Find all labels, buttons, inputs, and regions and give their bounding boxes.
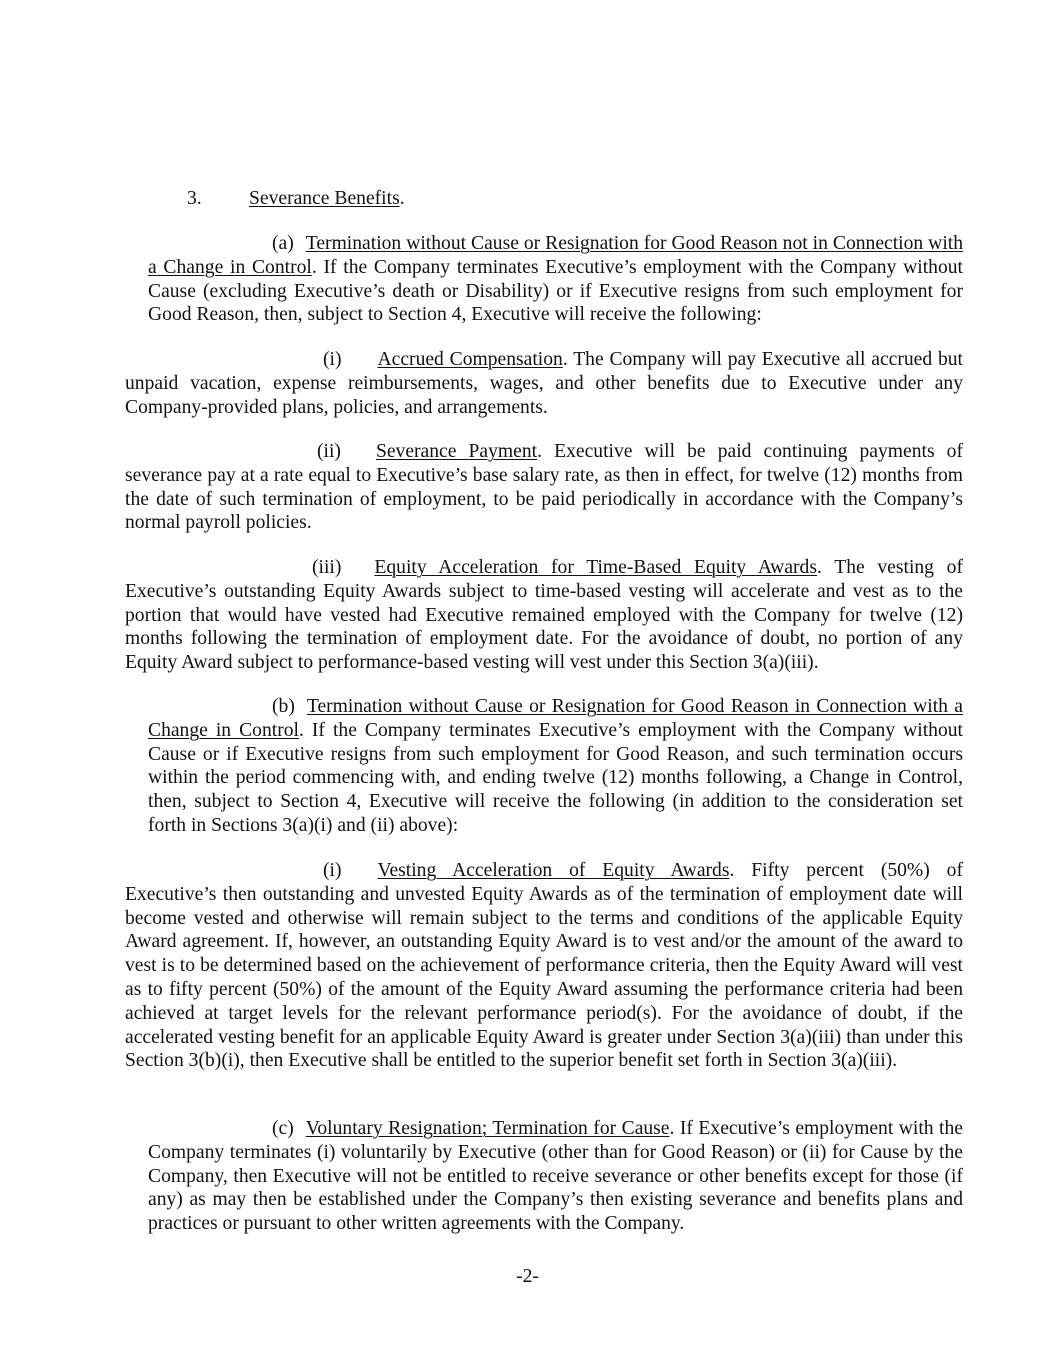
paragraph-3b-heading: Termination without Cause or Resignation for Good Reason in Connection with a Change in Control xyxy=(148,696,963,741)
paragraph-3c xyxy=(148,1117,963,1236)
paragraph-3a-iii xyxy=(125,556,963,675)
section-title: Severance Benefits xyxy=(249,188,400,209)
paragraph-3a-marker: (a) xyxy=(272,233,294,254)
paragraph-3a-i-marker: (i) xyxy=(323,349,342,370)
paragraph-3b-i xyxy=(125,859,963,1073)
paragraph-3b-i-marker: (i) xyxy=(323,860,342,881)
paragraph-3a-ii xyxy=(125,440,963,535)
paragraph-3a-heading: Termination without Cause or Resignation for Good Reason not in Connection with a Change in Control xyxy=(148,233,963,278)
paragraph-3b xyxy=(148,695,963,838)
section-title-period: . xyxy=(399,188,405,209)
paragraph-3a-ii-marker: (ii) xyxy=(317,441,341,462)
page-number: -2- xyxy=(516,1266,539,1287)
paragraph-3c-heading: Voluntary Resignation; Termination for Cause xyxy=(305,1118,670,1139)
paragraph-3b-i-body: . Fifty percent (50%) of Executive’s then outstanding and unvested Equity Awards as of the termination of employment date will become vested and otherwise will remain subject to the terms and conditions of the applicable Equity Award agreement. If, however, an outstanding Equity Award is to vest and/or the amount of the award to vest is to be determined based on the achievement of performance criteria, then the Equity Award will vest as to fifty percent (50%) of the amount of the Equity Award assuming the performance criteria had been achieved at target levels for the relevant performance period(s). For the avoidance of doubt, if the accelerated vesting benefit for an applicable Equity Award is greater under Section 3(a)(iii) than under this Section 3(b)(i), then Executive shall be entitled to the superior benefit set forth in Section 3(a)(iii). xyxy=(125,860,963,1072)
paragraph-3a-ii-body: . Executive will be paid continuing payments of severance pay at a rate equal to Executive’s base salary rate, as then in effect, for twelve (12) months from the date of such termination of employment, to be paid periodically in accordance with the Company’s normal payroll policies. xyxy=(125,441,963,534)
paragraph-3a-i-heading: Accrued Compensation xyxy=(377,349,563,370)
paragraph-3a-body: . If the Company terminates Executive’s employment with the Company without Cause (excluding Executive’s death or Disability) or if Executive resigns from such employment for Good Reason, then, subject to Section 4, Executive will receive the following: xyxy=(148,256,963,326)
paragraph-3a-iii-heading: Equity Acceleration for Time-Based Equity Awards xyxy=(374,557,817,578)
paragraph-3b-body: . If the Company terminates Executive’s employment with the Company without Cause or if Executive resigns from such employment for Good Reason, and such termination occurs within the period commencing with, and ending twelve (12) months following, a Change in Control, then, subject to Section 4, Executive will receive the following (in addition to the consideration set forth in Sections 3(a)(i) and (ii) above): xyxy=(148,719,963,836)
paragraph-3a-i-body: . The Company will pay Executive all accrued but unpaid vacation, expense reimbursements, wages, and other benefits due to Executive under any Company-provided plans, policies, and arrangements. xyxy=(125,349,963,418)
paragraph-3b-i-heading: Vesting Acceleration of Equity Awards xyxy=(377,860,730,881)
paragraph-3a xyxy=(148,232,963,327)
paragraph-3c-marker: (c) xyxy=(272,1118,294,1139)
paragraph-3a-iii-marker: (iii) xyxy=(312,557,342,578)
paragraph-3a-i xyxy=(125,348,963,419)
paragraph-3c-body: . If Executive’s employment with the Company terminates (i) voluntarily by Executive (other than for Good Reason) or (ii) for Cause by the Company, then Executive will not be entitled to receive severance or other benefits except for those (if any) as may then be established under the Company’s then existing severance and benefits plans and practices or pursuant to other written agreements with the Company. xyxy=(148,1118,963,1235)
paragraph-3a-iii-body: . The vesting of Executive’s outstanding Equity Awards subject to time-based vesting will accelerate and vest as to the portion that would have vested had Executive remained employed with the Company for twelve (12) months following the termination of employment date. For the avoidance of doubt, no portion of any Equity Award subject to performance-based vesting will vest under this Section 3(a)(iii). xyxy=(125,557,963,674)
section-number: 3. xyxy=(187,188,202,209)
paragraph-3b-marker: (b) xyxy=(272,696,295,717)
section-heading xyxy=(249,187,405,211)
paragraph-3a-ii-heading: Severance Payment xyxy=(375,441,538,462)
